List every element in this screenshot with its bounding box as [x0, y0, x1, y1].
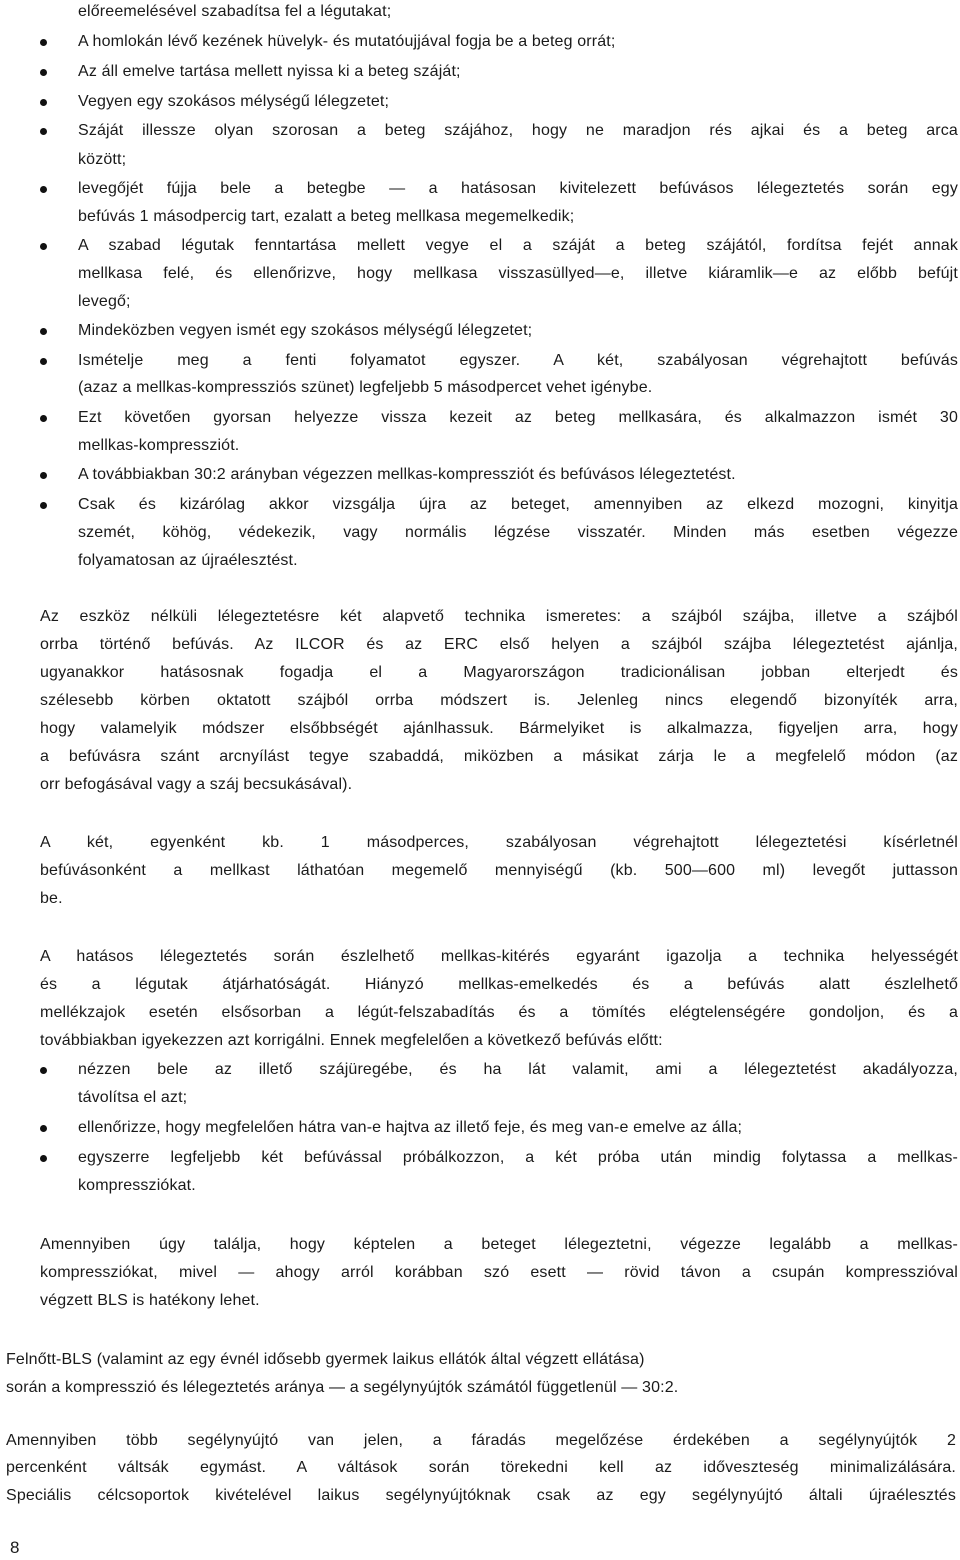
paragraph-line: Speciális célcsoportok kivételével laikus segélynyújtóknak csak az egy segélynyújtó általi újraélesztés: [6, 1487, 956, 1504]
check-list-item-line: kompressziókat.: [78, 1177, 196, 1194]
bullet-dot: [40, 472, 47, 479]
paragraph-line: A két, egyenként kb. 1 másodperces, szabályosan végrehajtott lélegeztetési kísérletnél: [40, 834, 958, 851]
check-list-item-line: egyszerre legfeljebb két befúvással próbálkozzon, a két próba után mindig folytassa a mellkas-: [78, 1149, 958, 1166]
bullet-dot: [40, 502, 47, 509]
bullet-dot: [40, 358, 47, 365]
bullet-item-line: levegőjét fújja bele a betegbe — a hatásosan kivitelezett befúvásos lélegeztetés során egy: [78, 180, 958, 197]
bullet-item-line: mellkasa felé, és ellenőrizve, hogy mellkasa visszasüllyed—e, illetve kiáramlik—e az előbb befújt: [78, 265, 958, 282]
bullet-dot: [40, 69, 47, 76]
bullet-dot: [40, 243, 47, 250]
check-list-item-line: távolítsa el azt;: [78, 1089, 188, 1106]
check-list-item-line: ellenőrizze, hogy megfelelően hátra van-e hajtva az illető feje, és meg van-e emelve az álla;: [78, 1119, 743, 1136]
bullet-item-line: szemét, köhög, védekezik, vagy normális légzése visszatér. Minden más esetben végezze: [78, 524, 958, 541]
paragraph-line: a befúvásra szánt arcnyílást tegye szabaddá, miközben a másikat zárja le a megfelelő módon (az: [40, 748, 958, 765]
bullet-item-line: levegő;: [78, 293, 131, 310]
paragraph-line: hogy valamelyik módszer elsőbbségét ajánlhassuk. Bármelyiket is alkalmazza, figyeljen arra, hogy: [40, 720, 958, 737]
paragraph-line: mellékzajok esetén elsősorban a légút-felszabadítás és a tömítés elégtelenségére gondoljon, és a: [40, 1004, 958, 1021]
bullet-item-line: Száját illessze olyan szorosan a beteg szájához, hogy ne maradjon rés ajkai és a beteg arca: [78, 122, 958, 139]
bullet-item-line: Vegyen egy szokásos mélységű lélegzetet;: [78, 93, 390, 110]
bullet-dot: [40, 1067, 47, 1074]
bullet-item-line: A homlokán lévő kezének hüvelyk- és mutatóujjával fogja be a beteg orrát;: [78, 33, 616, 50]
paragraph-line: továbbiakban igyekezzen azt korrigálni. Ennek megfelelően a következő befúvás előtt:: [40, 1032, 663, 1049]
paragraph-line: be.: [40, 890, 63, 907]
paragraph-line: befúvásonként a mellkast láthatóan megemelő mennyiségű (kb. 500—600 ml) levegőt juttasson: [40, 862, 958, 879]
bullet-item-line: Mindeközben vegyen ismét egy szokásos mélységű lélegzetet;: [78, 322, 533, 339]
bullet-dot: [40, 39, 47, 46]
bullet-item-line: mellkas-kompressziót.: [78, 437, 240, 454]
bullet-item-line: A szabad légutak fenntartása mellett vegye el a száját a beteg szájától, fordítsa fejét annak: [78, 237, 958, 254]
paragraph-line: és a légutak átjárhatóságát. Hiányzó mellkas-emelkedés és a befúvás alatt észlelhető: [40, 976, 958, 993]
bullet-dot: [40, 128, 47, 135]
bullet-dot: [40, 415, 47, 422]
paragraph-line: során a kompresszió és lélegeztetés aránya — a segélynyújtók számától függetlenül — 30:2.: [6, 1379, 679, 1396]
paragraph-line: A hatásos lélegeztetés során észlelhető mellkas-kitérés egyaránt igazolja a technika helyességét: [40, 948, 958, 965]
paragraph-line: Az eszköz nélküli lélegeztetésre két alapvető technika ismeretes: a szájból szájba, illetve a szájból: [40, 608, 958, 625]
bullet-item-line: Ezt követően gyorsan helyezze vissza kezeit az beteg mellkasára, és alkalmazzon ismét 30: [78, 409, 958, 426]
bullet-item-line: Csak és kizárólag akkor vizsgálja újra az beteget, amennyiben az elkezd mozogni, kinyitja: [78, 496, 958, 513]
page-number: 8: [10, 1538, 20, 1557]
paragraph-line: orrba történő befúvás. Az ILCOR és az ERC első helyen a szájból szájba lélegeztetést ajánlja,: [40, 636, 958, 653]
paragraph-line: Felnőtt-BLS (valamint az egy évnél idősebb gyermek laikus ellátók által végzett ellátása): [6, 1351, 645, 1368]
paragraph-line: szélesebb körben oktatott szájból orrba módszert is. Jelenleg nincs elegendő bizonyíték arra,: [40, 692, 958, 709]
bullet-dot: [40, 328, 47, 335]
bullet-item-line: Az áll emelve tartása mellett nyissa ki a beteg száját;: [78, 63, 461, 80]
bullet-item-line: között;: [78, 151, 127, 168]
paragraph-line: végzett BLS is hatékony lehet.: [40, 1292, 260, 1309]
paragraph-line: ugyanakkor hatásosnak fogadja el a Magyarországon tradicionálisan jobban elterjedt és: [40, 664, 958, 681]
bullet-item-line: A továbbiakban 30:2 arányban végezzen mellkas-kompressziót és befúvásos lélegeztetést.: [78, 466, 736, 483]
bullet-item-line: (azaz a mellkas-kompressziós szünet) legfeljebb 5 másodpercet vehet igénybe.: [78, 379, 653, 396]
bullet-dot: [40, 186, 47, 193]
bullet-item-line: befúvás 1 másodpercig tart, ezalatt a beteg mellkasa megemelkedik;: [78, 208, 575, 225]
bullet-dot: [40, 1125, 47, 1132]
paragraph-line: Amennyiben több segélynyújtó van jelen, a fáradás megelőzése érdekében a segélynyújtók 2: [6, 1432, 956, 1449]
bullet-dot: [40, 1155, 47, 1162]
check-list-item-line: nézzen bele az illető szájüregébe, és ha lát valamit, ami a lélegeztetést akadályozza,: [78, 1061, 958, 1078]
paragraph-line: percenként váltsák egymást. A váltások során törekedni kell az időveszteség minimalizálására.: [6, 1459, 956, 1476]
paragraph-line: kompressziókat, mivel — ahogy arról korábban szó esett — rövid távon a csupán kompresszióval: [40, 1264, 958, 1281]
bullet-dot: [40, 99, 47, 106]
paragraph-line: Amennyiben úgy találja, hogy képtelen a beteget lélegeztetni, végezze legalább a mellkas-: [40, 1236, 958, 1253]
paragraph-line: orr befogásával vagy a száj becsukásával).: [40, 776, 353, 793]
bullet-continuation: előreemelésével szabadítsa fel a légutakat;: [78, 3, 392, 20]
bullet-item-line: Ismételje meg a fenti folyamatot egyszer. A két, szabályosan végrehajtott befúvás: [78, 352, 958, 369]
bullet-item-line: folyamatosan az újraélesztést.: [78, 552, 298, 569]
